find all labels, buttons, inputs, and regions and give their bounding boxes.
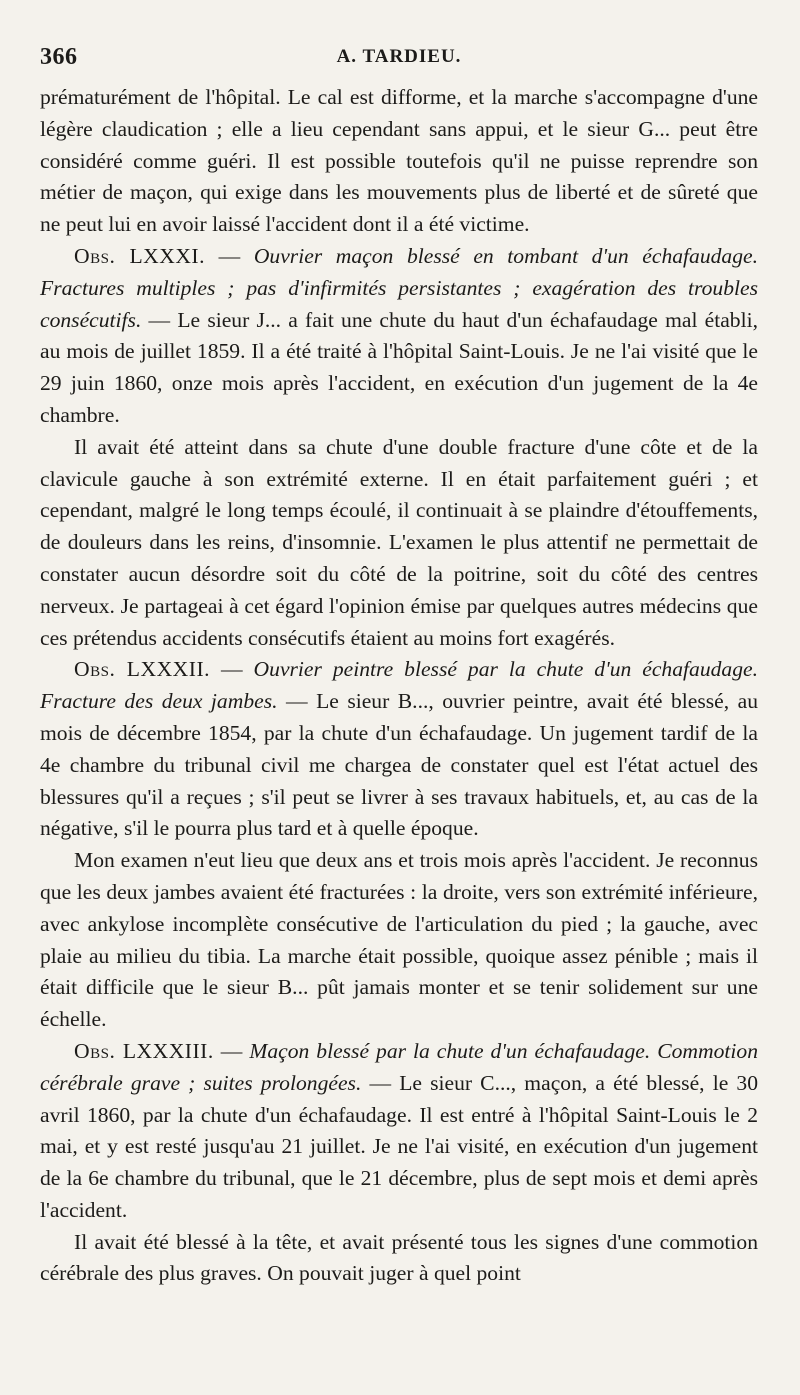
running-head: A. TARDIEU. — [336, 46, 462, 67]
paragraph-text: Il avait été atteint dans sa chute d'une double fracture d'une côte et de la clavicule gauche à son extrémité externe. Il en était parfaitement guéri ; et cependant, malgré le long temps écoulé, il continuait à se plaindre d'étouffements, de douleurs dans les reins, d'insomnie. L'examen le plus attentif ne permettait de constater aucun désordre soit du côté de la poitrine, soit du côté des centres nerveux. Je partageai à cet égard l'opinion émise par quelques autres médecins que ces prétendus accidents consécutifs étaient au moins fort exagérés. — [40, 434, 758, 650]
observation-label: Obs. LXXXI. — [74, 243, 206, 268]
observation-title: Ouvrier peintre blessé par la chute d'un échafaudage. Fracture des deux jambes. — [40, 657, 758, 714]
paragraph-text: Le sieur B..., ouvrier peintre, avait été blessé, au mois de décembre 1854, par la chute d'un échafaudage. Un jugement tardif de la 4e chambre du tribunal civil me chargea de constater quel est l'état actuel des blessures qu'il a reçues ; s'il peut se livrer à ses travaux habituels, et, au cas de la négative, s'il le pourra plus tard et à quelle époque. — [40, 689, 759, 841]
paragraph-continuation — [40, 82, 758, 241]
paragraph-text: prématurément de l'hôpital. Le cal est difforme, et la marche s'accompagne d'une légère claudication ; elle a lieu cependant sans appui, et le sieur G... peut être considéré comme guéri. Il est possible toutefois qu'il ne puisse reprendre son métier de maçon, qui exige dans les mouvements plus de liberté et de sûreté que ne peut lui en avoir laissé l'accident dont il a été victime. — [40, 85, 758, 237]
paragraph-text: Le sieur J... a fait une chute du haut d'un échafaudage mal établi, au mois de juillet 1859. Il a été traité à l'hôpital Saint-Louis. Je ne l'ai visité que le 29 juin 1860, onze mois après l'accident, en exécution d'un jugement de la 4e chambre. — [40, 307, 759, 427]
observation-title: Maçon blessé par la chute d'un échafaudage. Commotion cérébrale grave ; suites prolongées. — [40, 1038, 758, 1095]
page-header — [40, 38, 758, 82]
page-body — [40, 82, 758, 1290]
observation-title: Ouvrier maçon blessé en tombant d'un échafaudage. Fractures multiples ; pas d'infirmités persistantes ; exagération des troubles consécutifs. — [40, 243, 759, 332]
paragraph-text: Le sieur C..., maçon, a été blessé, le 30 avril 1860, par la chute d'un échafaudage. Il est entré à l'hôpital Saint-Louis le 2 mai, et y est resté jusqu'au 21 juillet. Je ne l'ai visité, en exécution d'un jugement de la 6e chambre du tribunal, que le 21 décembre, plus de sept mois et demi après l'accident. — [40, 1070, 758, 1222]
paragraph-text: Mon examen n'eut lieu que deux ans et trois mois après l'accident. Je reconnus que les deux jambes avaient été fracturées : la droite, vers son extrémité inférieure, avec ankylose incomplète consécutive de l'articulation du pied ; la gauche, avec plaie au milieu du tibia. La marche était possible, quoique assez pénible ; mais il était difficile que le sieur B... pût jamais monter et se tenir solidement sur une échelle. — [40, 848, 758, 1032]
paragraph — [40, 1227, 758, 1291]
observation-82: Obs. LXXXII. — Ouvrier peintre blessé par la chute d'un échafaudage. Fracture des deux jambes. — Le sieur B..., ouvrier peintre, avait été blessé, au mois de décembre 1854, par la chute d'un échafaudage. Un jugement tardif de la 4e chambre du tribunal civil me chargea de constater quel est l'état actuel des blessures qu'il a reçues ; s'il peut se livrer à ses travaux habituels, et, au cas de la négative, s'il le pourra plus tard et à quelle époque. — [40, 657, 759, 841]
paragraph — [40, 845, 758, 1036]
observation-83: Obs. LXXXIII. — Maçon blessé par la chute d'un échafaudage. Commotion cérébrale grave ; suites prolongées. — Le sieur C..., maçon, a été blessé, le 30 avril 1860, par la chute d'un échafaudage. Il est entré à l'hôpital Saint-Louis le 2 mai, et y est resté jusqu'au 21 juillet. Je ne l'ai visité, en exécution d'un jugement de la 6e chambre du tribunal, que le 21 décembre, plus de sept mois et demi après l'accident. — [40, 1038, 758, 1222]
observation-label: Obs. LXXXIII. — [74, 1038, 214, 1063]
observation-label: Obs. LXXXII. — [74, 657, 211, 682]
observation-81: Obs. LXXXI. — Ouvrier maçon blessé en tombant d'un échafaudage. Fractures multiples ; pas d'infirmités persistantes ; exagération des troubles consécutifs. — Le sieur J... a fait une chute du haut d'un échafaudage mal établi, au mois de juillet 1859. Il a été traité à l'hôpital Saint-Louis. Je ne l'ai visité que le 29 juin 1860, onze mois après l'accident, en exécution d'un jugement de la 4e chambre. — [40, 243, 759, 427]
page-number: 366 — [40, 44, 78, 70]
paragraph — [40, 432, 758, 655]
paragraph-text: Il avait été blessé à la tête, et avait présenté tous les signes d'une commotion cérébrale des plus graves. On pouvait juger à quel point — [40, 1229, 758, 1286]
